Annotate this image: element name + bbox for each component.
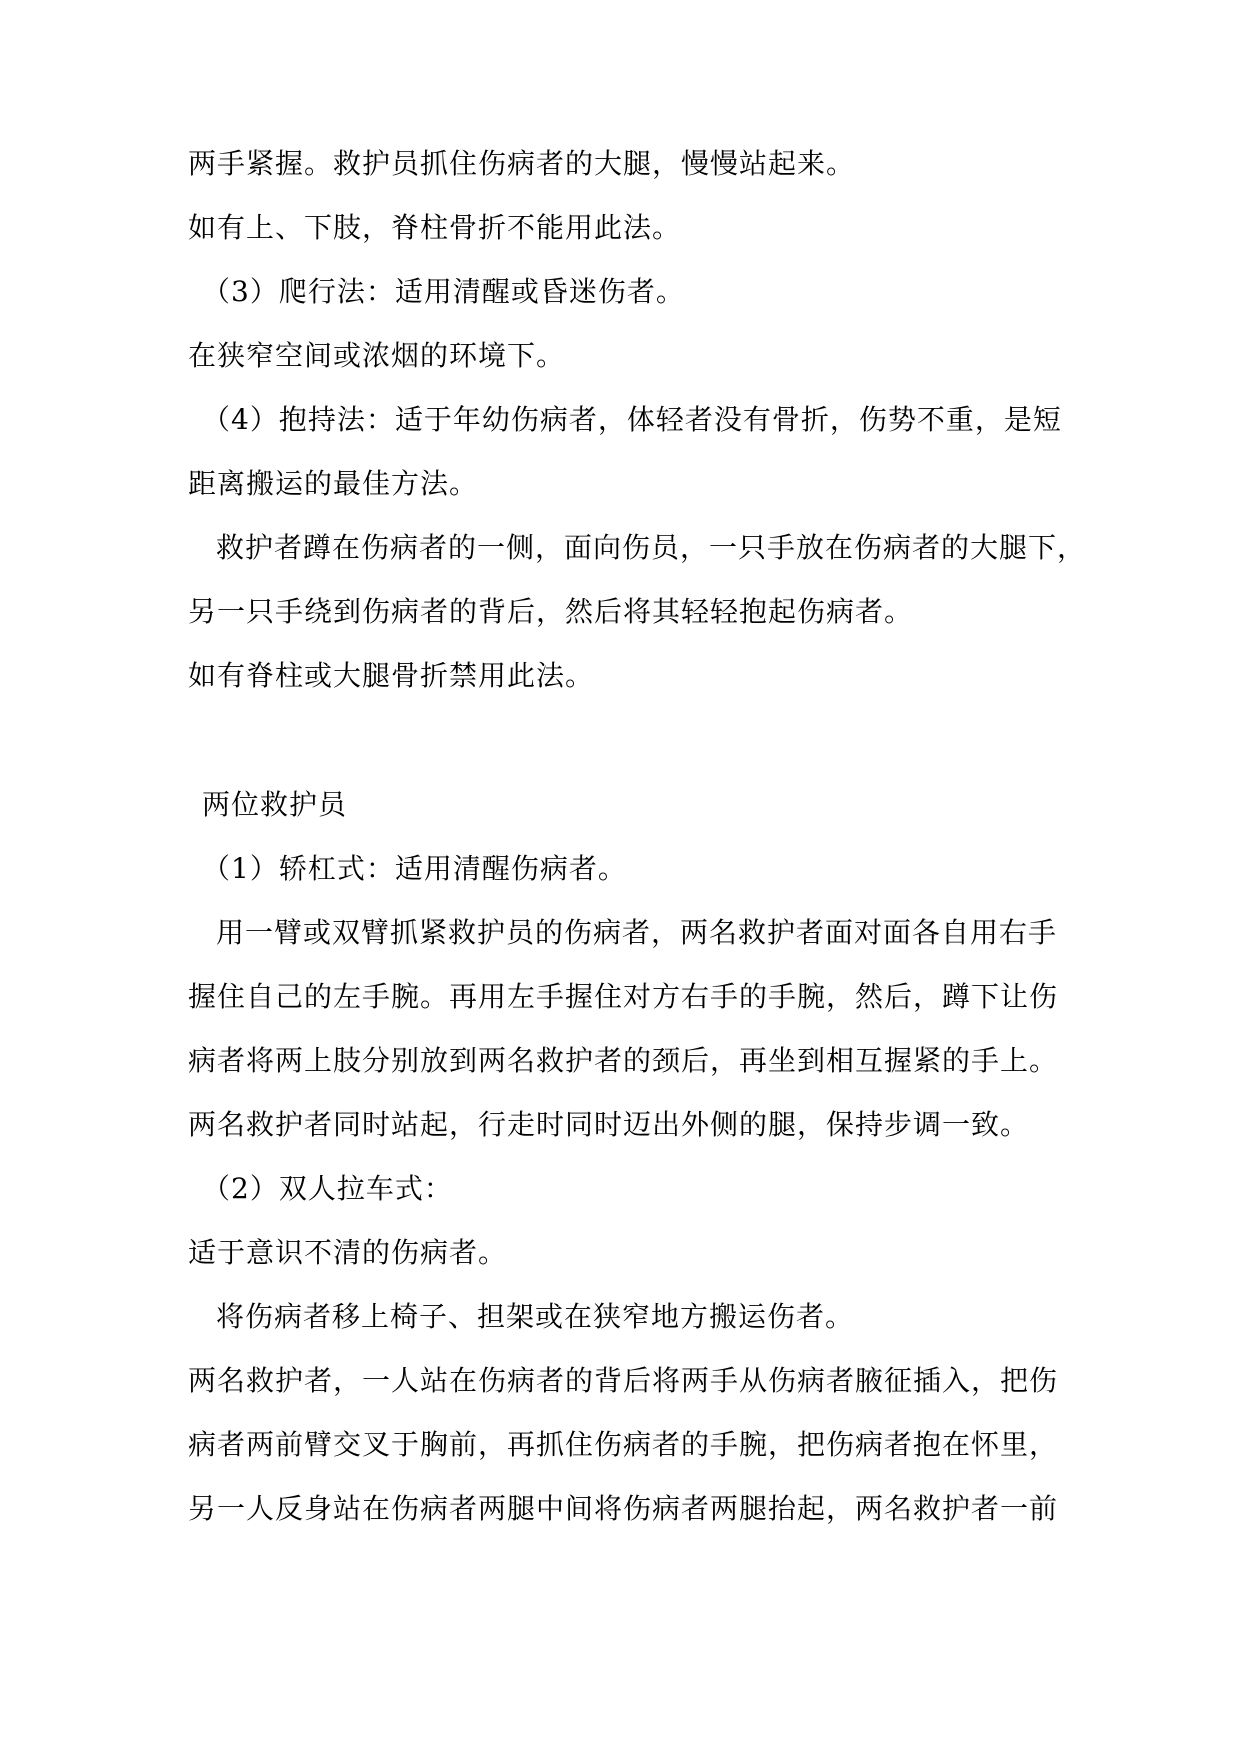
- text-line-19: 两名救护者，一人站在伤病者的背后将两手从伤病者腋征插入，把伤: [188, 1364, 1059, 1397]
- text-line-7: 救护者蹲在伤病者的一侧，面向伤员，一只手放在伤病者的大腿下，: [216, 531, 1087, 564]
- text-line-6: 距离搬运的最佳方法。: [188, 467, 479, 500]
- text-line-17: 适于意识不清的伤病者。: [188, 1236, 508, 1269]
- text-line-4: 在狭窄空间或浓烟的环境下。: [188, 339, 566, 372]
- text-line-11: （1）轿杠式：适用清醒伤病者。: [202, 852, 627, 885]
- text-line-5: （4）抱持法：适于年幼伤病者，体轻者没有骨折，伤势不重，是短: [202, 403, 1062, 436]
- text-line-15: 两名救护者同时站起，行走时同时迈出外侧的腿，保持步调一致。: [188, 1108, 1030, 1141]
- section-heading: 两位救护员: [202, 788, 348, 821]
- text-line-14: 病者将两上肢分别放到两名救护者的颈后，再坐到相互握紧的手上。: [188, 1044, 1059, 1077]
- text-line-21: 另一人反身站在伤病者两腿中间将伤病者两腿抬起，两名救护者一前: [188, 1492, 1059, 1525]
- text-line-18: 将伤病者移上椅子、担架或在狭窄地方搬运伤者。: [216, 1300, 855, 1333]
- text-line-16: （2）双人拉车式：: [202, 1172, 453, 1205]
- text-line-1: 两手紧握。救护员抓住伤病者的大腿，慢慢站起来。: [188, 147, 856, 180]
- text-line-9: 如有脊柱或大腿骨折禁用此法。: [188, 659, 595, 692]
- text-line-12: 用一臂或双臂抓紧救护员的伤病者，两名救护者面对面各自用右手: [216, 916, 1058, 949]
- text-line-8: 另一只手绕到伤病者的背后，然后将其轻轻抱起伤病者。: [188, 595, 914, 628]
- text-line-2: 如有上、下肢，脊柱骨折不能用此法。: [188, 211, 682, 244]
- text-line-3: （3）爬行法：适用清醒或昏迷伤者。: [202, 275, 685, 308]
- text-line-13: 握住自己的左手腕。再用左手握住对方右手的手腕，然后，蹲下让伤: [188, 980, 1059, 1013]
- text-line-20: 病者两前臂交叉于胸前，再抓住伤病者的手腕，把伤病者抱在怀里，: [188, 1428, 1059, 1461]
